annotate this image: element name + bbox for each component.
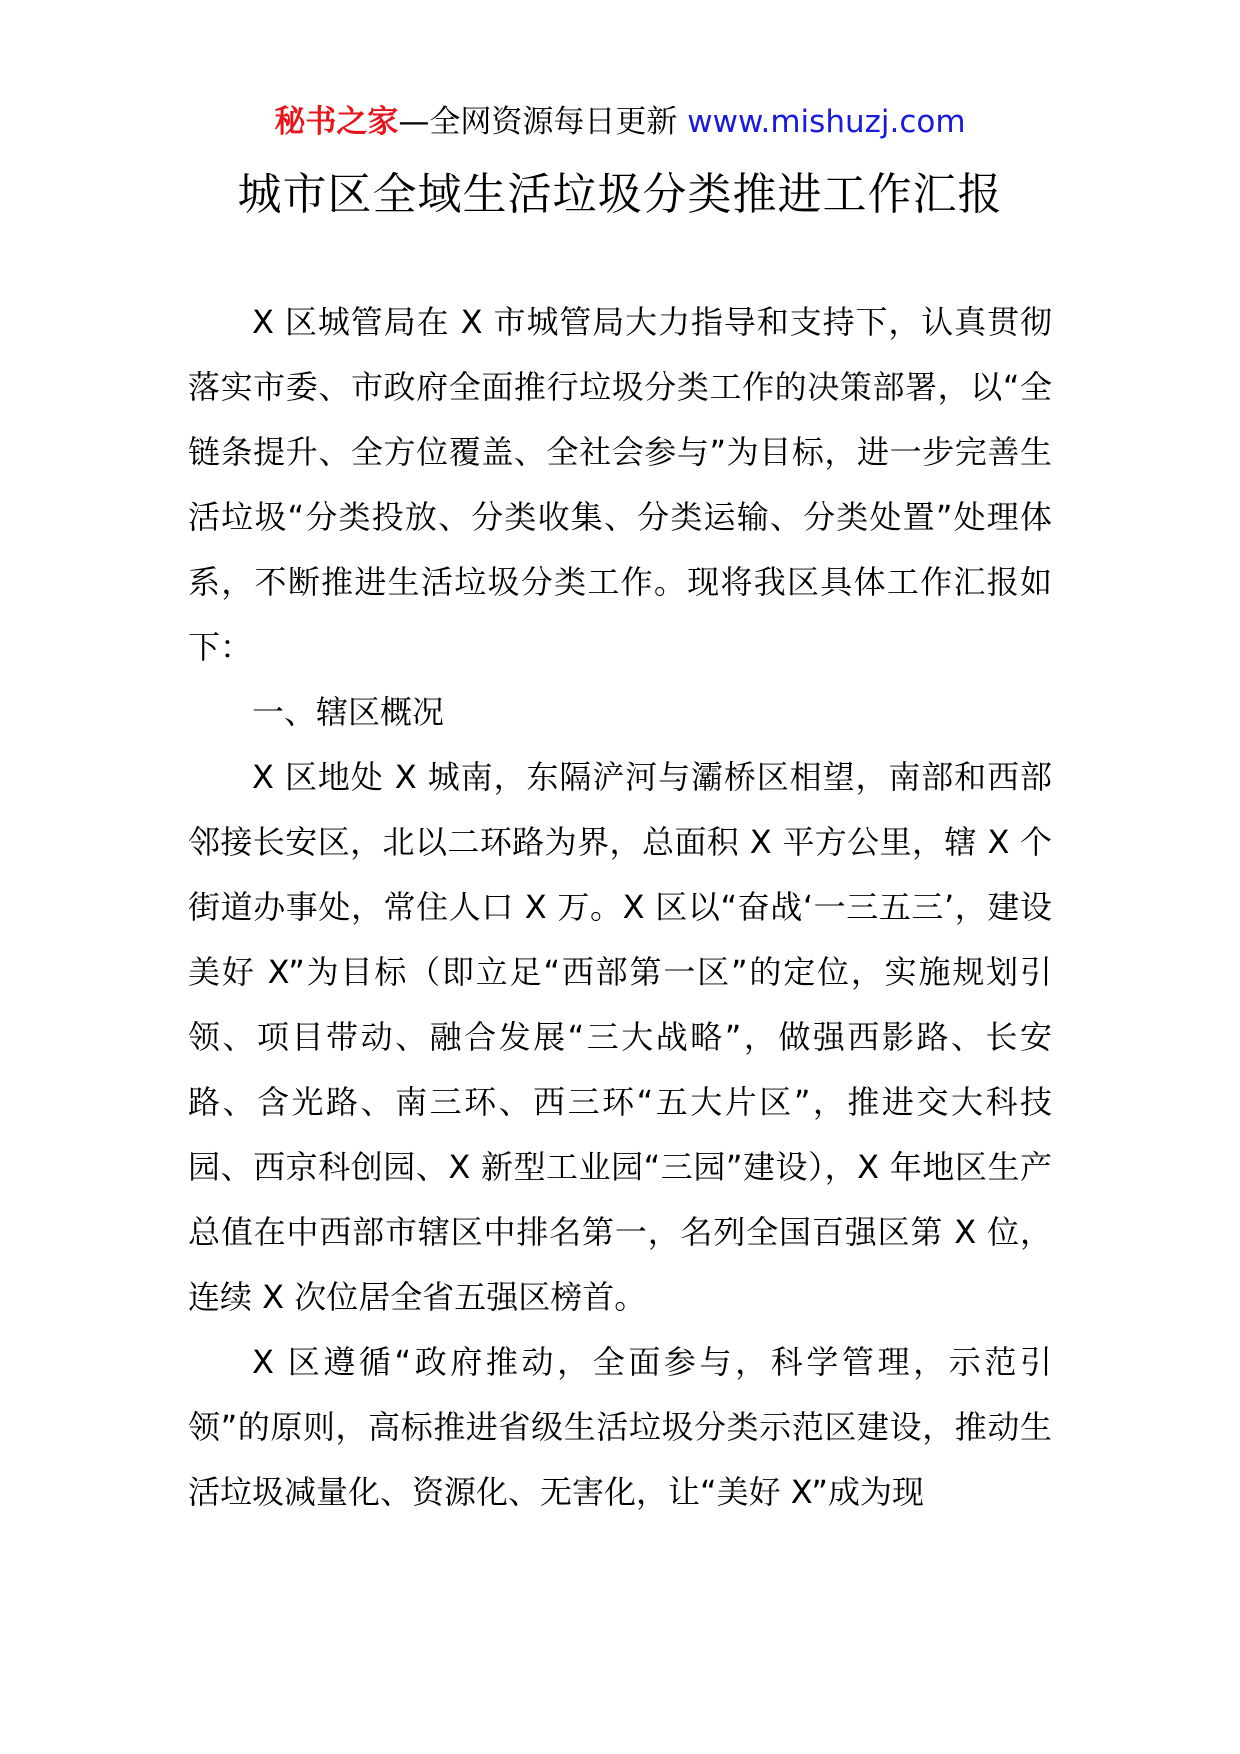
document-body — [188, 290, 1052, 1525]
banner-tagline: —全网资源每日更新 — [398, 104, 688, 140]
document-title: 城市区全域生活垃圾分类推进工作汇报 — [237, 169, 1003, 220]
banner-brand: 秘书之家 — [274, 104, 399, 140]
paragraph-intro: X 区城管局在 X 市城管局大力指导和支持下，认真贯彻落实市委、市政府全面推行垃圾分类工作的决策部署，以“全链条提升、全方位覆盖、全社会参与”为目标，进一步完善生活垃圾“分类投放、分类收集、分类运输、分类处置”处理体系，不断推进生活垃圾分类工作。现将我区具体工作汇报如下： — [188, 303, 1052, 666]
paragraph-district-overview: X 区地处 X 城南，东隔浐河与灞桥区相望，南部和西部邻接长安区，北以二环路为界，总面积 X 平方公里，辖 X 个街道办事处，常住人口 X 万。X 区以“奋战‘一三五三’，建设美好 X”为目标（即立足“西部第一区”的定位，实施规划引领、项目带动、融合发展“三大战略”，做强西影路、长安路、含光路、南三环、西三环“五大片区”，推进交大科技园、西京科创园、X 新型工业园“三园”建设），X 年地区生产总值在中西部市辖区中排名第一，名列全国百强区第 X 位，连续 X 次位居全省五强区榜首。 — [188, 758, 1052, 1316]
site-banner — [0, 100, 1240, 144]
paragraph-principles: X 区遵循“政府推动，全面参与，科学管理，示范引领”的原则，高标推进省级生活垃圾分类示范区建设，推动生活垃圾减量化、资源化、无害化，让“美好 X”成为现 — [188, 1343, 1052, 1511]
banner-url: www.mishuzj.com — [687, 104, 966, 140]
section-heading-overview: 一、辖区概况 — [252, 693, 445, 731]
